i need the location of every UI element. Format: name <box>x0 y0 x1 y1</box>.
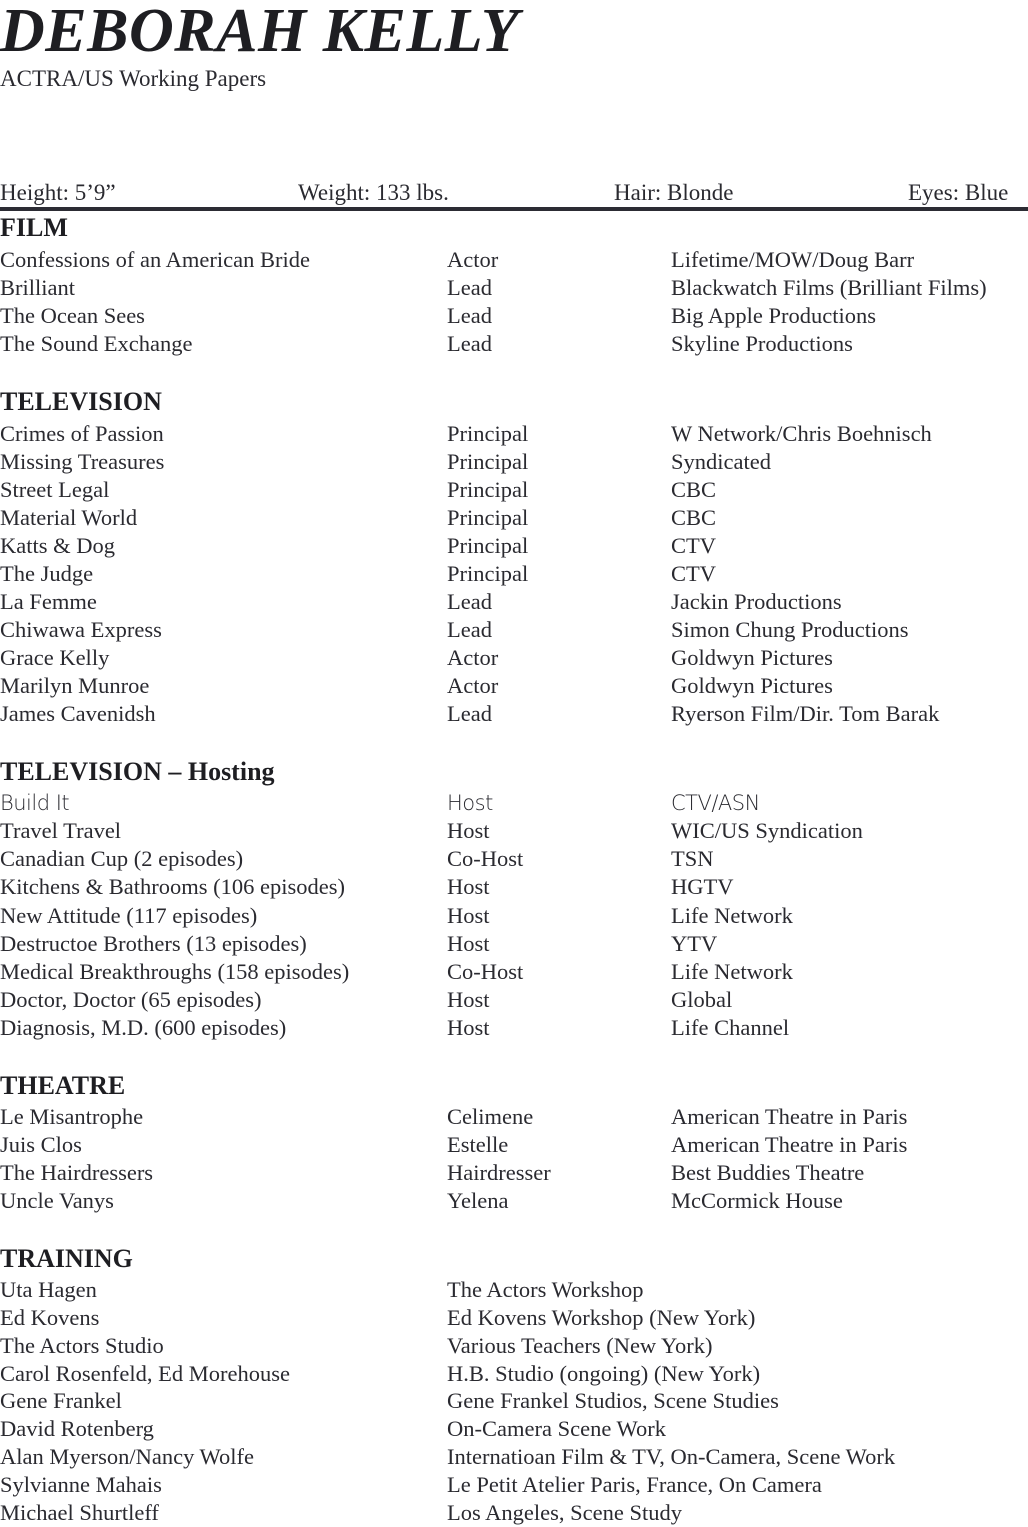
credit-title: Chiwawa Express <box>0 617 162 642</box>
credit-role: Principal <box>447 421 529 446</box>
credit-role: Lead <box>447 275 492 300</box>
training-school: On-Camera Scene Work <box>447 1416 666 1441</box>
credit-row <box>0 616 1028 644</box>
training-row <box>0 1332 1028 1360</box>
credit-company: CTV <box>671 561 716 586</box>
training-teacher: Ed Kovens <box>0 1305 100 1330</box>
credit-title: Uncle Vanys <box>0 1188 114 1213</box>
training-row <box>0 1360 1028 1388</box>
credit-company: American Theatre in Paris <box>671 1132 908 1157</box>
training-teacher: Carol Rosenfeld, Ed Morehouse <box>0 1361 290 1386</box>
training-school: Gene Frankel Studios, Scene Studies <box>447 1388 779 1413</box>
credit-title: The Hairdressers <box>0 1160 154 1185</box>
training-teacher: Uta Hagen <box>0 1277 97 1302</box>
credit-role: Principal <box>447 505 529 530</box>
credit-company: Life Network <box>671 959 793 984</box>
training-teacher: Alan Myerson/Nancy Wolfe <box>0 1444 254 1469</box>
credit-row <box>0 420 1028 448</box>
credit-role: Actor <box>447 673 499 698</box>
training-teacher: The Actors Studio <box>0 1333 164 1358</box>
credit-role: Lead <box>447 617 492 642</box>
section-title-television: TELEVISION <box>0 387 162 416</box>
credit-company: Ryerson Film/Dir. Tom Barak <box>671 701 940 726</box>
credit-company: Best Buddies Theatre <box>671 1160 865 1185</box>
credit-role: Celimene <box>447 1104 534 1129</box>
credit-company: Lifetime/MOW/Doug Barr <box>671 247 915 272</box>
credit-title: La Femme <box>0 589 97 614</box>
credit-row <box>0 930 1028 958</box>
credit-title: Street Legal <box>0 477 110 502</box>
training-school: The Actors Workshop <box>447 1277 644 1302</box>
credit-title: Doctor, Doctor (65 episodes) <box>0 987 262 1012</box>
credit-row <box>0 873 1028 901</box>
training-teacher: Gene Frankel <box>0 1388 122 1413</box>
training-row <box>0 1415 1028 1443</box>
credit-row <box>0 246 1028 274</box>
credit-title: Canadian Cup (2 episodes) <box>0 846 244 871</box>
credit-company: Jackin Productions <box>671 589 842 614</box>
credit-company: Syndicated <box>671 449 771 474</box>
credit-role: Host <box>447 987 490 1012</box>
credit-company: CBC <box>671 477 717 502</box>
credit-role: Host <box>447 874 490 899</box>
training-row <box>0 1304 1028 1332</box>
credit-role: Yelena <box>447 1188 509 1213</box>
training-row <box>0 1471 1028 1499</box>
section-title-theatre: THEATRE <box>0 1071 126 1100</box>
credit-row <box>0 986 1028 1014</box>
credit-company: Goldwyn Pictures <box>671 673 833 698</box>
credit-row <box>0 448 1028 476</box>
credit-company: Big Apple Productions <box>671 303 877 328</box>
training-teacher: Sylvianne Mahais <box>0 1472 162 1497</box>
credit-role: Estelle <box>447 1132 509 1157</box>
credit-title: Kitchens & Bathrooms (106 episodes) <box>0 874 345 899</box>
credit-role: Lead <box>447 303 492 328</box>
credit-role: Host <box>447 791 493 815</box>
credit-row <box>0 476 1028 504</box>
training-school: Los Angeles, Scene Study <box>447 1500 682 1525</box>
credit-company: CTV/ASN <box>671 791 760 815</box>
credit-company: YTV <box>671 931 718 956</box>
credit-title: Grace Kelly <box>0 645 110 670</box>
credit-role: Co-Host <box>447 959 524 984</box>
credit-row <box>0 789 1028 817</box>
credit-row <box>0 302 1028 330</box>
training-school: Ed Kovens Workshop (New York) <box>447 1305 756 1330</box>
hair-stat: Hair: Blonde <box>614 180 734 205</box>
credit-role: Host <box>447 903 490 928</box>
credit-title: Crimes of Passion <box>0 421 164 446</box>
credit-title: Missing Treasures <box>0 449 165 474</box>
eyes-stat: Eyes: Blue <box>908 180 1009 205</box>
training-teacher: Michael Shurtleff <box>0 1500 159 1525</box>
credit-row <box>0 560 1028 588</box>
training-row <box>0 1276 1028 1304</box>
credit-company: CBC <box>671 505 717 530</box>
credit-title: Katts & Dog <box>0 533 115 558</box>
credit-row <box>0 274 1028 302</box>
credit-company: HGTV <box>671 874 734 899</box>
section-title-hosting: TELEVISION – Hosting <box>0 757 275 786</box>
union-status: ACTRA/US Working Papers <box>0 66 267 91</box>
credit-title: New Attitude (117 episodes) <box>0 903 258 928</box>
credit-role: Principal <box>447 561 529 586</box>
credit-title: James Cavenidsh <box>0 701 156 726</box>
credit-role: Actor <box>447 247 499 272</box>
credit-role: Actor <box>447 645 499 670</box>
credit-row <box>0 330 1028 358</box>
weight-stat: Weight: 133 lbs. <box>298 180 449 205</box>
credit-row <box>0 817 1028 845</box>
actor-name: DEBORAH KELLY <box>0 0 520 65</box>
credit-title: Diagnosis, M.D. (600 episodes) <box>0 1015 287 1040</box>
credit-role: Host <box>447 931 490 956</box>
credit-row <box>0 845 1028 873</box>
training-school: Le Petit Atelier Paris, France, On Camera <box>447 1472 822 1497</box>
credit-row <box>0 700 1028 728</box>
credit-row <box>0 958 1028 986</box>
training-school: Various Teachers (New York) <box>447 1333 713 1358</box>
credit-role: Lead <box>447 701 492 726</box>
credit-row <box>0 532 1028 560</box>
credit-title: Juis Clos <box>0 1132 82 1157</box>
credit-company: Skyline Productions <box>671 331 853 356</box>
credit-role: Principal <box>447 477 529 502</box>
credit-company: American Theatre in Paris <box>671 1104 908 1129</box>
credit-company: Life Channel <box>671 1015 790 1040</box>
credit-role: Lead <box>447 331 492 356</box>
credit-title: Travel Travel <box>0 818 122 843</box>
credit-company: Simon Chung Productions <box>671 617 909 642</box>
credit-row <box>0 504 1028 532</box>
credit-row <box>0 1187 1028 1215</box>
credit-role: Co-Host <box>447 846 524 871</box>
credit-title: The Judge <box>0 561 94 586</box>
credit-row <box>0 1131 1028 1159</box>
credit-row <box>0 644 1028 672</box>
credit-title: Marilyn Munroe <box>0 673 150 698</box>
credit-company: Blackwatch Films (Brilliant Films) <box>671 275 987 300</box>
training-row <box>0 1387 1028 1415</box>
credit-title: The Sound Exchange <box>0 331 193 356</box>
physical-stats <box>0 178 1028 208</box>
credit-row <box>0 588 1028 616</box>
header-divider <box>0 207 1028 211</box>
credit-company: CTV <box>671 533 716 558</box>
section-title-film: FILM <box>0 213 68 242</box>
credit-row <box>0 902 1028 930</box>
credit-title: Destructoe Brothers (13 episodes) <box>0 931 307 956</box>
credit-company: Global <box>671 987 733 1012</box>
credit-role: Principal <box>447 449 529 474</box>
credit-role: Principal <box>447 533 529 558</box>
training-school: Internatioan Film & TV, On-Camera, Scene Work <box>447 1444 896 1469</box>
training-school: H.B. Studio (ongoing) (New York) <box>447 1361 761 1386</box>
credit-row <box>0 1159 1028 1187</box>
credit-company: Goldwyn Pictures <box>671 645 833 670</box>
training-row <box>0 1499 1028 1527</box>
credit-row <box>0 1014 1028 1042</box>
credit-company: Life Network <box>671 903 793 928</box>
credit-role: Hairdresser <box>447 1160 551 1185</box>
credit-title: Build It <box>0 791 70 815</box>
credit-title: Material World <box>0 505 138 530</box>
credit-role: Lead <box>447 589 492 614</box>
section-title-training: TRAINING <box>0 1244 133 1273</box>
credit-title: Le Misantrophe <box>0 1104 144 1129</box>
credit-role: Host <box>447 818 490 843</box>
credit-company: W Network/Chris Boehnisch <box>671 421 932 446</box>
credit-title: Brilliant <box>0 275 75 300</box>
credit-company: McCormick House <box>671 1188 843 1213</box>
training-row <box>0 1443 1028 1471</box>
credit-row <box>0 1103 1028 1131</box>
training-teacher: David Rotenberg <box>0 1416 154 1441</box>
credit-title: Medical Breakthroughs (158 episodes) <box>0 959 350 984</box>
credit-role: Host <box>447 1015 490 1040</box>
credit-row <box>0 672 1028 700</box>
credit-title: The Ocean Sees <box>0 303 145 328</box>
credit-company: TSN <box>671 846 714 871</box>
height-stat: Height: 5’9” <box>0 180 116 205</box>
credit-title: Confessions of an American Bride <box>0 247 310 272</box>
credit-company: WIC/US Syndication <box>671 818 863 843</box>
